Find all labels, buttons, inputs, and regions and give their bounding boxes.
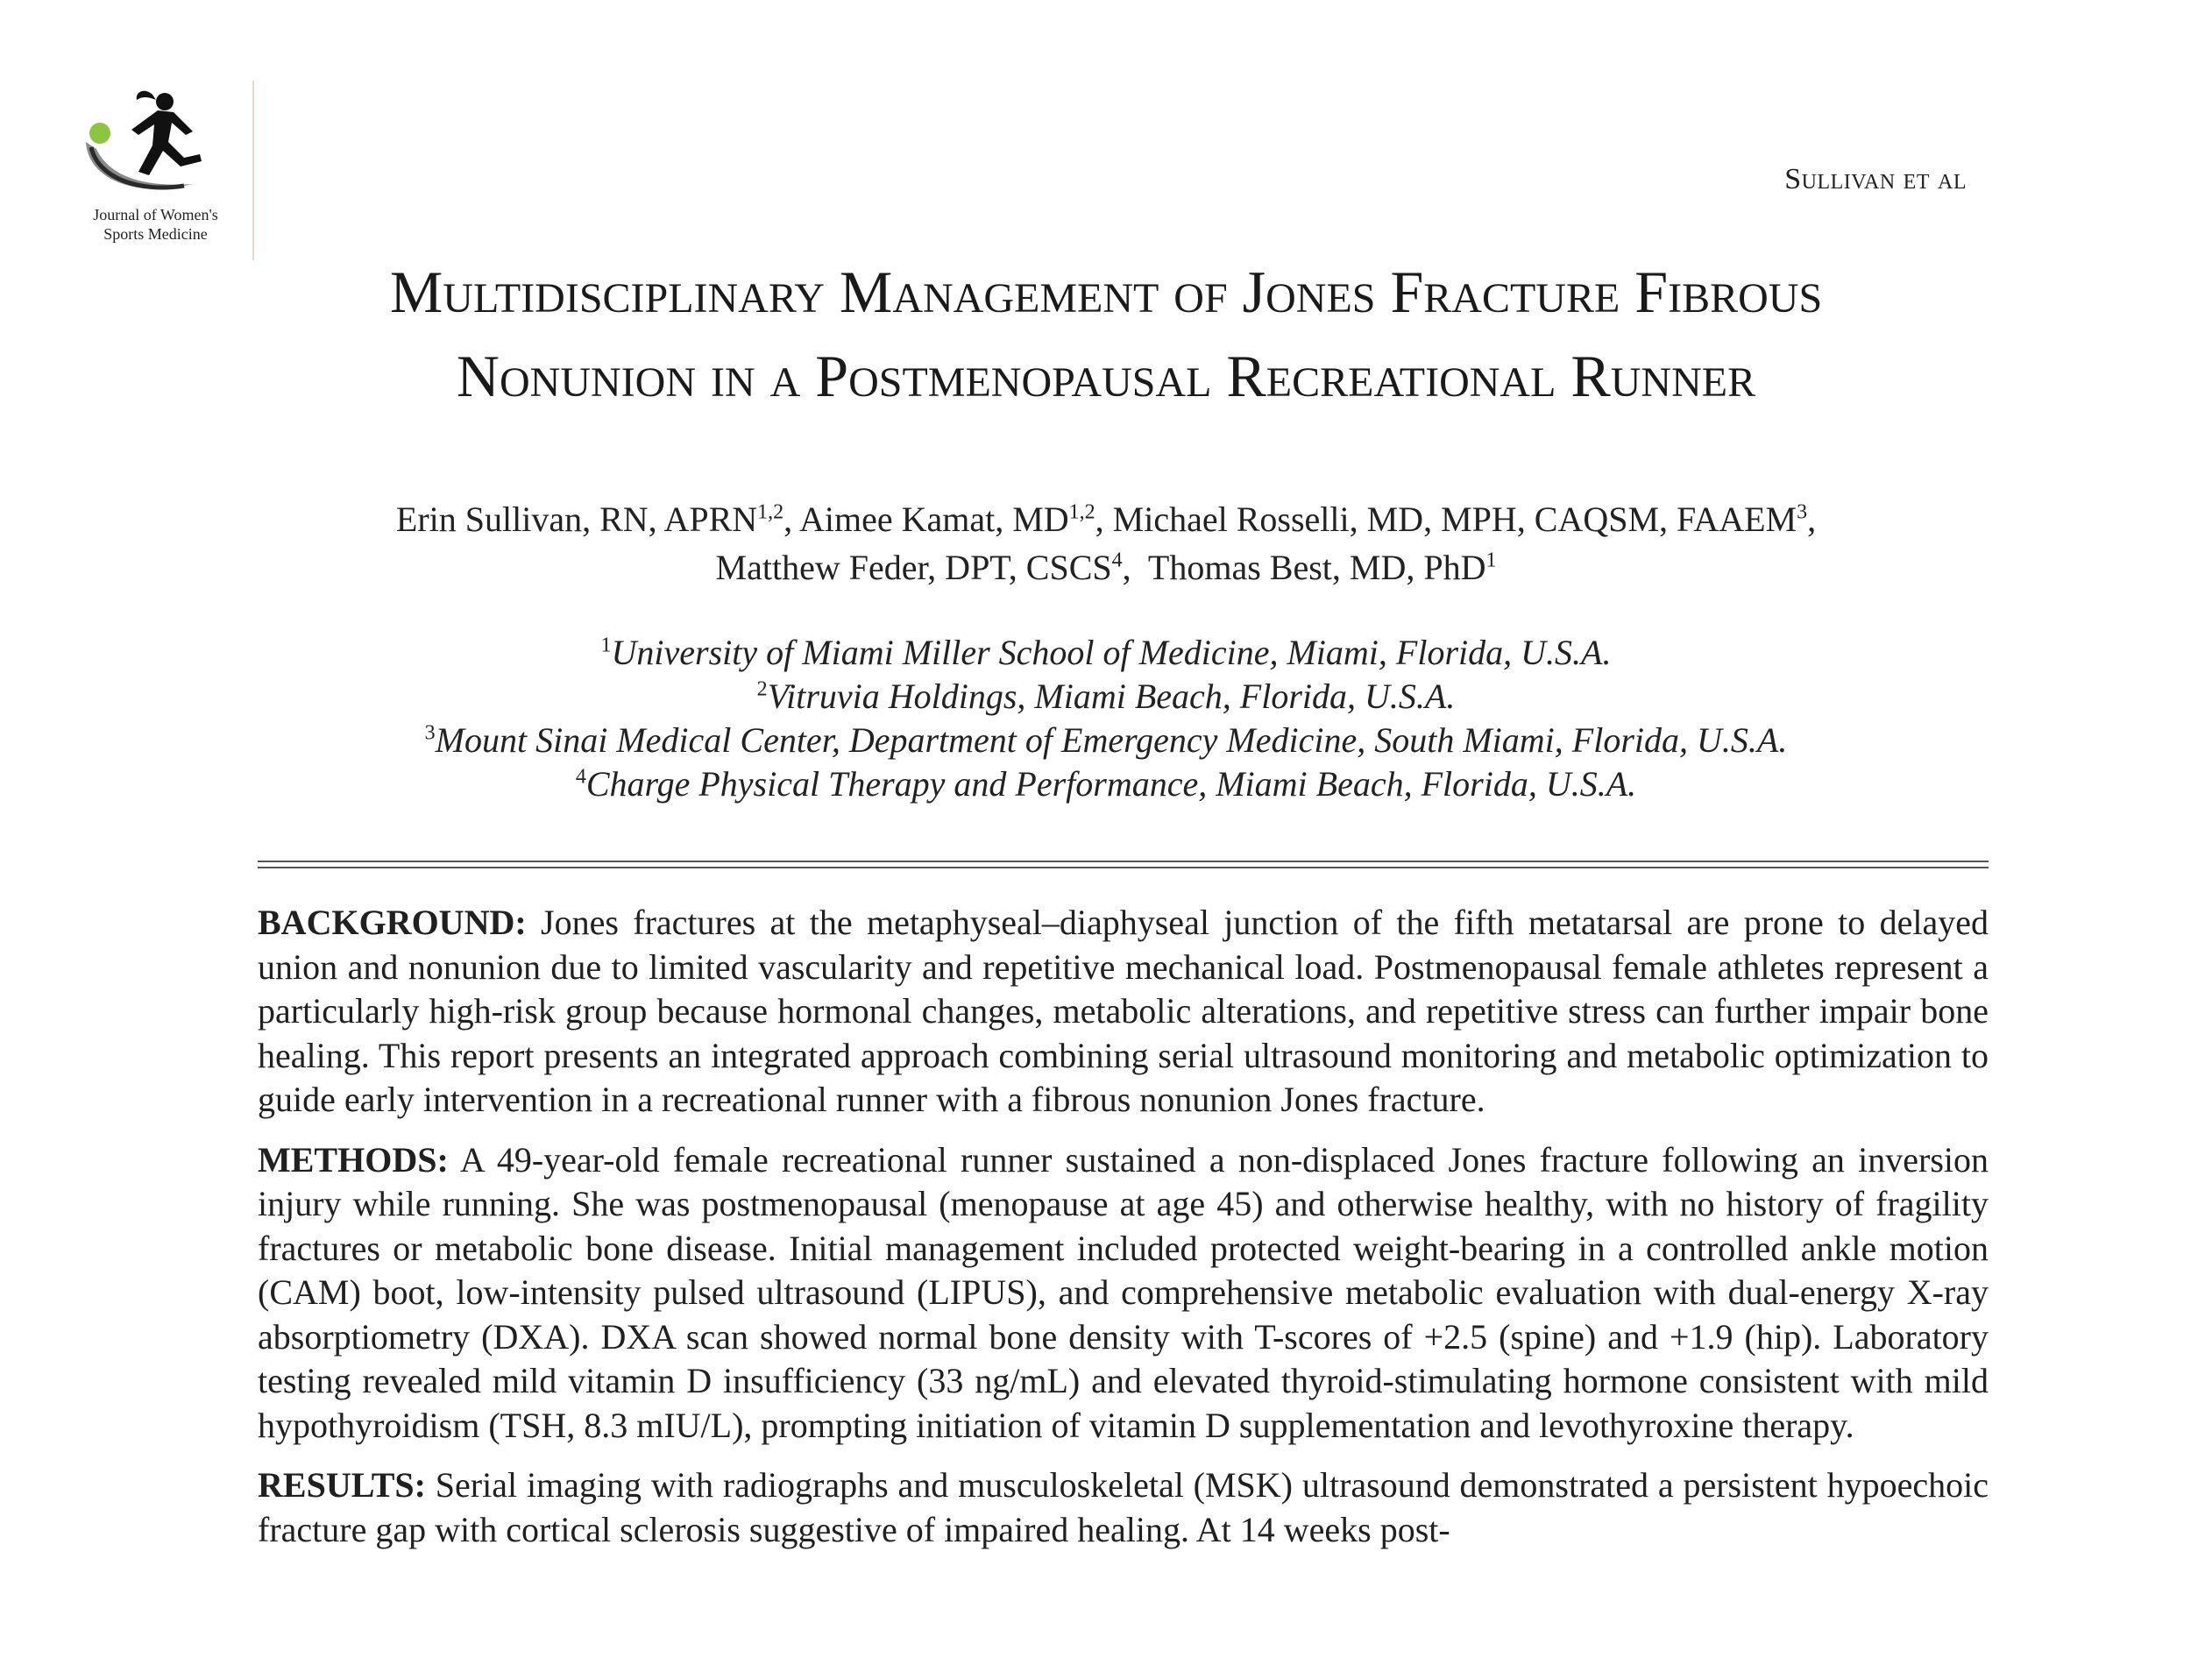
affiliation-item (256, 762, 1956, 806)
author-list (256, 495, 1956, 592)
affiliation-item (256, 675, 1956, 719)
affiliation-text: Mount Sinai Medical Center, Department of Emergency Medicine, South Miami, Florida, U.S.A. (435, 720, 1788, 760)
running-head: Sullivan et al (1784, 163, 1967, 195)
affiliation-number: 3 (424, 721, 436, 745)
abstract (258, 901, 1989, 1568)
abstract-background (258, 901, 1989, 1123)
journal-name (61, 205, 250, 244)
author-separator: , (1095, 499, 1113, 539)
title-line-1: Multidisciplinary Management of Jones Fracture Fibrous (389, 259, 1823, 325)
author-name: Thomas Best, MD, PhD (1147, 548, 1486, 587)
section-text: A 49-year-old female recreational runner sustained a non-displaced Jones fracture following an inversion injury while running. She was postmenopausal (menopause at age 45) and otherwise healthy, with no history of fragility fractures or metabolic bone disease. Initial management included protected weight-bearing in a controlled ankle motion (CAM) boot, low-intensity pulsed ultrasound (LIPUS), and comprehensive metabolic evaluation with dual-energy X-ray absorptiometry (DXA). DXA scan showed normal bone density with T-scores of +2.5 (spine) and +1.9 (hip). Laboratory testing revealed mild vitamin D insufficiency (33 ng/mL) and elevated thyroid-stimulating hormone consistent with mild hypothyroidism (TSH, 8.3 mIU/L), prompting initiation of vitamin D supplementation and levothyroxine therapy. (258, 1139, 1989, 1445)
section-text: Jones fractures at the metaphyseal–diaphyseal junction of the fifth metatarsal are prone to delayed union and nonunion due to limited vascularity and repetitive mechanical load. Postmenopausal female athletes represent a particularly high-risk group because hormonal changes, metabolic alterations, and repetitive stress can further impair bone healing. This report presents an integrated approach combining serial ultrasound monitoring and metabolic optimization to guide early intervention in a recreational runner with a fibrous nonunion Jones fracture. (258, 903, 1989, 1119)
title-line-2: Nonunion in a Postmenopausal Recreational Runner (456, 343, 1756, 409)
abstract-results (258, 1463, 1989, 1552)
affiliation-text: Charge Physical Therapy and Performance, Miami Beach, Florida, U.S.A. (585, 764, 1637, 804)
author-name: Aimee Kamat, MD (798, 499, 1069, 539)
author-affil-ref: 3 (1797, 500, 1808, 524)
section-label: BACKGROUND: (258, 903, 527, 942)
author-name: Erin Sullivan, RN, APRN (395, 499, 758, 539)
journal-name-line2: Sports Medicine (103, 225, 208, 243)
author-affil-ref: 4 (1111, 549, 1123, 572)
affiliation-item (256, 631, 1956, 675)
affiliation-text: University of Miami Miller School of Medicine, Miami, Florida, U.S.A. (611, 633, 1612, 672)
runner-logo-icon (61, 81, 250, 212)
affiliation-number: 4 (575, 765, 586, 789)
author-name: Michael Rosselli, MD, MPH, CAQSM, FAAEM (1112, 499, 1797, 539)
divider-rule-top (258, 861, 1989, 862)
author-line-1 (256, 495, 1956, 543)
author-separator: , (1807, 499, 1817, 539)
journal-name-line1: Journal of Women's (93, 206, 218, 223)
affiliation-text: Vitruvia Holdings, Miami Beach, Florida, U.S.A. (767, 677, 1456, 716)
affiliation-number: 2 (756, 677, 768, 701)
author-affil-ref: 1,2 (757, 500, 784, 524)
author-separator: , (783, 499, 799, 539)
affiliation-number: 1 (600, 634, 612, 657)
author-affil-ref: 1 (1485, 549, 1497, 572)
affiliation-item (256, 719, 1956, 762)
author-affil-ref: 1,2 (1068, 500, 1095, 524)
section-label: RESULTS: (258, 1465, 426, 1505)
section-label: METHODS: (258, 1139, 449, 1180)
divider-rule-bottom (258, 867, 1989, 868)
author-name: Matthew Feder, DPT, CSCS (715, 548, 1112, 587)
abstract-methods (258, 1138, 1989, 1449)
affiliation-list (256, 631, 1956, 806)
section-text: Serial imaging with radiographs and musculoskeletal (MSK) ultrasound demonstrated a persistent hypoechoic fracture gap with cortical sclerosis suggestive of impaired healing. At 14 weeks post- (258, 1465, 1989, 1549)
article-title (256, 250, 1956, 418)
author-separator: , (1122, 548, 1148, 587)
author-line-2 (256, 543, 1956, 592)
journal-logo (61, 81, 254, 260)
